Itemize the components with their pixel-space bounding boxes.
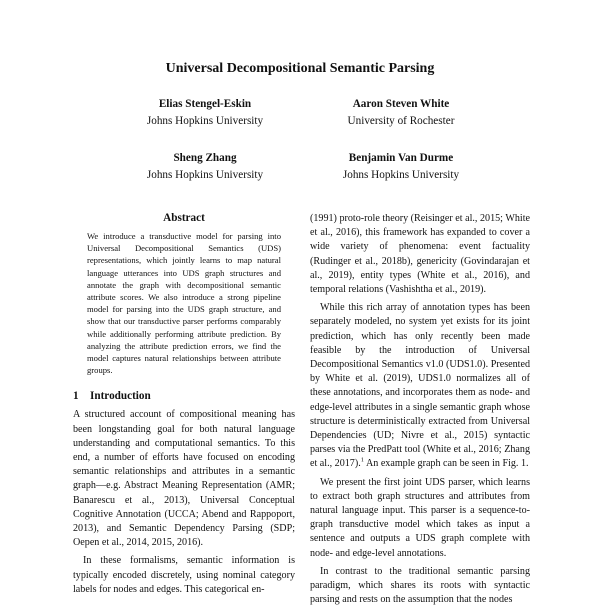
paper-title: Universal Decompositional Semantic Parsing xyxy=(165,61,435,76)
section-title: Introduction xyxy=(90,390,151,403)
author-block-1 xyxy=(110,96,300,130)
author-affiliation: University of Rochester xyxy=(347,115,455,127)
author-block-4 xyxy=(306,150,496,184)
author-name: Benjamin Van Durme xyxy=(348,152,454,164)
left-column xyxy=(73,212,295,597)
abstract-text: We introduce a transductive model for parsing into Universal Decompositional Semantics (UDS) representations, which jointly learns to map natural language utterances into UDS graph structures and annotate the graph with decompositional semantic attribute scores. We also introduce a strong pipeline model for parsing into the UDS graph structure, and show that our transductive parser performs comparably while additionally performing attribute prediction. By analyzing the attribute prediction errors, we find the model captures natural relationships between attribute groups. xyxy=(87,231,281,376)
author-block-3 xyxy=(110,150,300,184)
author-name: Sheng Zhang xyxy=(173,152,237,164)
author-name: Elias Stengel-Eskin xyxy=(158,98,252,110)
intro-paragraph-1: A structured account of compositional meaning has been longstanding goal for both natural language understanding and computational semantics. To this end, a number of efforts have focused on encoding semantic relationships and attributes in a semantic graph—e.g. Abstract Meaning Representation (AMR; Banarescu et al., 2013), Universal Conceptual Cognitive Annotation (UCCA; Abend and Rappoport, 2013), and Semantic Dependency Parsing (SDP; Oepen et al., 2014, 2015, 2016). xyxy=(73,409,295,549)
right-paragraph-4: In contrast to the traditional semantic parsing paradigm, which shares its roots with syntactic parsing and rests on the assumption that the nodes xyxy=(310,565,530,606)
abstract-heading: Abstract xyxy=(163,212,205,224)
right-column xyxy=(310,212,530,607)
right-paragraph-2 xyxy=(310,301,530,471)
author-name: Aaron Steven White xyxy=(352,98,450,110)
right-paragraph-3: We present the first joint UDS parser, which learns to extract both graph structures and attributes from natural language input. This parser is a sequence-to-graph transductive model which takes as input a sentence and outputs a UDS graph complete with node- and edge-level annotations. xyxy=(310,476,530,559)
right-paragraph-2-tail: An example graph can be seen in Fig. 1. xyxy=(364,458,529,470)
right-paragraph-1: (1991) proto-role theory (Reisinger et al., 2015; White et al., 2016), this framework has expanded to cover a wide variety of phenomena: event factuality (Rudinger et al., 2018b), genericity (Govindarajan et al., 2019), entity types (White et al., 2016), and temporal relations (Vashishtha et al., 2019). xyxy=(310,213,530,296)
section-number: 1 xyxy=(73,390,79,403)
section-heading-introduction xyxy=(73,390,295,402)
footnote-mark[interactable]: 1 xyxy=(360,457,364,465)
author-block-2 xyxy=(306,96,496,130)
author-affiliation: Johns Hopkins University xyxy=(342,169,460,181)
author-affiliation: Johns Hopkins University xyxy=(146,115,264,127)
intro-paragraph-2: In these formalisms, semantic information is typically encoded discretely, using nominal category labels for nodes and edges. This categorical en- xyxy=(73,555,295,595)
right-paragraph-2-text: While this rich array of annotation types has been separately modeled, no system yet exists for its joint prediction, which has only recently been made feasible by the introduction of Universal Decompositional Semantics v1.0 (UDS1.0). Presented by White et al. (2019), UDS1.0 normalizes all of these annotations, and incorporates them as node- and edge-level attributes in a single semantic graph whose structure is deterministically extracted from Universal Dependencies (UD; Nivre et al., 2015) syntactic parses via the PredPatt tool (White et al., 2016; Zhang et al., 2017). xyxy=(310,302,530,470)
author-affiliation: Johns Hopkins University xyxy=(146,169,264,181)
